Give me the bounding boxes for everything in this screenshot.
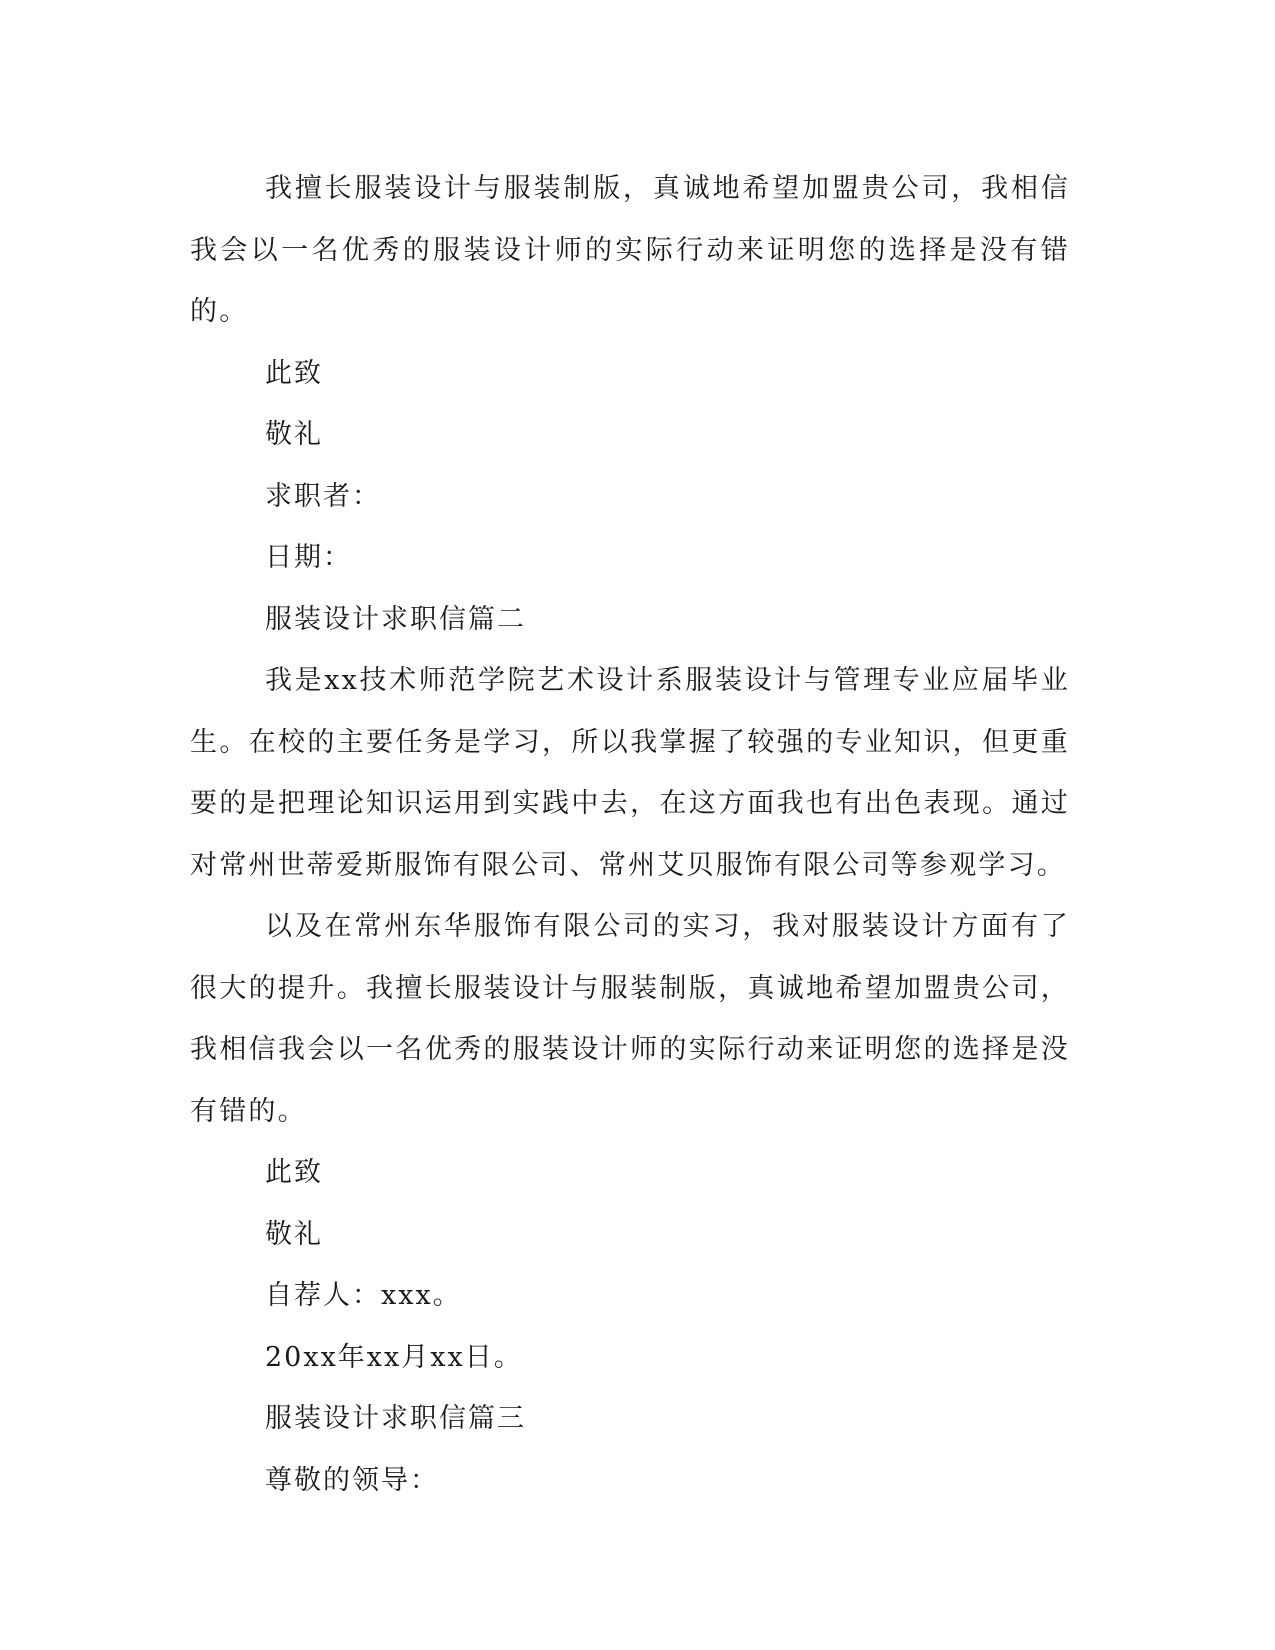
paragraph-salutation-2: 此致 [265,1157,323,1188]
paragraph-greeting-3: 尊敬的领导： [265,1464,439,1496]
paragraph-intro-closing: 我擅长服装设计与服装制版，真诚地希望加盟贵公司，我相信我会以一名优秀的服装设计师的实际行动来证明您的选择是没有错的。 [190,173,1070,327]
paragraph-body-2a: 我是xx技术师范学院艺术设计系服装设计与管理专业应届毕业生。在校的主要任务是学习，所以我掌握了较强的专业知识，但更重要的是把理论知识运用到实践中去，在这方面我也有出色表现。通过对常州世蒂爱斯服饰有限公司、常州艾贝服饰有限公司等参观学习。 [190,665,1070,881]
paragraph-recommender: 自荐人：xxx。 [265,1280,462,1311]
paragraph-date-2: 20xx年xx月xx日。 [265,1341,523,1373]
paragraph-salutation-1: 此致 [265,357,323,389]
paragraph-regards-1: 敬礼 [265,419,323,450]
paragraph-body-2b: 以及在常州东华服饰有限公司的实习，我对服装设计方面有了很大的提升。我擅长服装设计与服装制版，真诚地希望加盟贵公司，我相信我会以一名优秀的服装设计师的实际行动来证明您的选择是没有错的。 [190,911,1070,1127]
document-body [190,158,1070,1511]
paragraph-regards-2: 敬礼 [265,1218,323,1250]
paragraph-applicant: 求职者： [265,480,381,512]
section-heading-2: 服装设计求职信篇二 [265,603,526,635]
section-heading-3: 服装设计求职信篇三 [265,1403,526,1434]
paragraph-date: 日期： [265,542,352,573]
